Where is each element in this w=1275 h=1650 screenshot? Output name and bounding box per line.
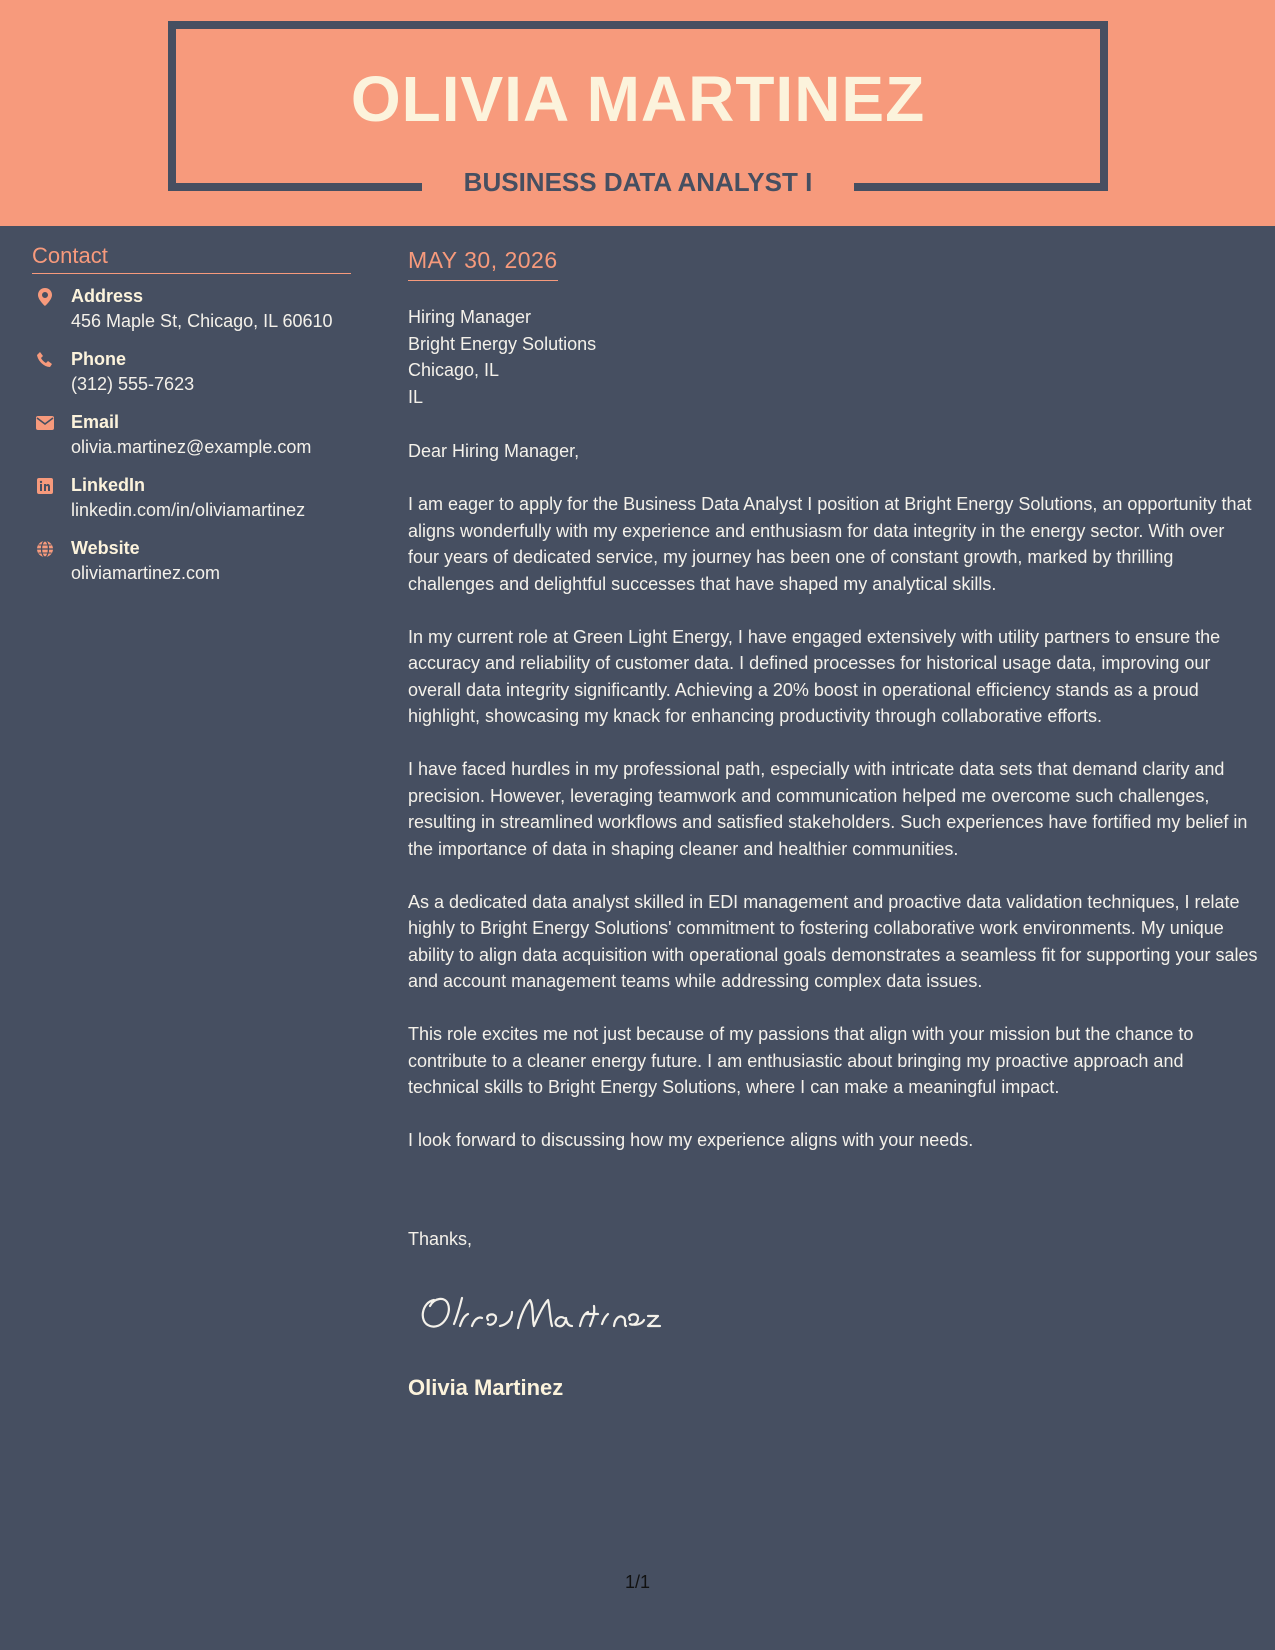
globe-icon bbox=[36, 540, 54, 558]
contact-item-email bbox=[32, 412, 362, 475]
contact-value[interactable]: (312) 555-7623 bbox=[71, 374, 195, 394]
contact-item-website bbox=[32, 538, 362, 601]
body-paragraph: This role excites me not just because of my passions that align with your mission but the chance to contribute to a cleaner energy future. I am enthusiastic about bringing my proactive approach and technical skills to Bright Energy Solutions, where I can make a meaningful impact. bbox=[408, 1024, 1194, 1097]
letter-date: MAY 30, 2026 bbox=[408, 247, 558, 281]
body-paragraph: In my current role at Green Light Energy, I have engaged extensively with utility partners to ensure the accuracy and reliability of customer data. I defined processes for historical usage data, improving our overall data integrity significantly. Achieving a 20% boost in operational efficiency stands as a proud highlight, showcasing my knack for enhancing productivity through collaborative efforts. bbox=[408, 626, 1221, 726]
linkedin-icon bbox=[36, 477, 54, 495]
contact-list bbox=[32, 286, 362, 601]
contact-label: Website bbox=[71, 538, 140, 558]
salutation: Dear Hiring Manager, bbox=[408, 441, 580, 461]
contact-value: 456 Maple St, Chicago, IL 60610 bbox=[71, 311, 333, 331]
closing: Thanks, bbox=[408, 1229, 473, 1249]
recipient-line: Chicago, IL bbox=[408, 360, 500, 380]
body-paragraph: I look forward to discussing how my experience aligns with your needs. bbox=[408, 1130, 974, 1150]
signer-name: Olivia Martinez bbox=[408, 1375, 564, 1400]
handwritten-signature bbox=[414, 1288, 674, 1338]
recipient-line: IL bbox=[408, 386, 424, 407]
envelope-icon bbox=[36, 414, 54, 432]
header-frame-bottom-right bbox=[854, 183, 1108, 191]
header-frame-bottom-left bbox=[168, 183, 422, 191]
contact-value[interactable]: linkedin.com/in/oliviamartinez bbox=[71, 500, 306, 520]
candidate-name: OLIVIA MARTINEZ bbox=[350, 63, 926, 135]
recipient-line: Hiring Manager bbox=[408, 307, 532, 327]
contact-label: LinkedIn bbox=[71, 475, 146, 495]
body-paragraph: As a dedicated data analyst skilled in EDI management and proactive data validation techniques, I relate highly to Bright Energy Solutions' commitment to fostering collaborative work environments. My unique ability to align data acquisition with operational goals demonstrates a seamless fit for supporting your sales and account management teams while addressing complex data issues. bbox=[408, 891, 1258, 991]
contact-label: Phone bbox=[71, 349, 127, 369]
phone-icon bbox=[36, 351, 54, 369]
letter-body bbox=[408, 491, 1258, 1180]
contact-heading: Contact bbox=[32, 243, 351, 274]
contact-item-phone bbox=[32, 349, 362, 412]
contact-value[interactable]: oliviamartinez.com bbox=[71, 563, 221, 583]
contact-value[interactable]: olivia.martinez@example.com bbox=[71, 437, 312, 457]
contact-label: Address bbox=[71, 286, 144, 306]
contact-item-linkedin bbox=[32, 475, 362, 538]
page-number: 1/1 bbox=[624, 1572, 651, 1592]
body-paragraph: I am eager to apply for the Business Data Analyst I position at Bright Energy Solutions, an opportunity that aligns wonderfully with my experience and enthusiasm for data integrity in the energy sector. With over four years of dedicated service, my journey has been one of constant growth, marked by thrilling challenges and delightful successes that have shaped my analytical skills. bbox=[408, 494, 1252, 594]
body-paragraph: I have faced hurdles in my professional path, especially with intricate data sets that demand clarity and precision. However, leveraging teamwork and communication helped me overcome such challenges, resulting in streamlined workflows and satisfied stakeholders. Such experiences have fortified my belief in the importance of data in shaping cleaner and healthier communities. bbox=[408, 759, 1248, 859]
job-title: BUSINESS DATA ANALYST I bbox=[463, 167, 813, 197]
contact-label: Email bbox=[71, 412, 120, 432]
contact-item-address bbox=[32, 286, 362, 349]
location-pin-icon bbox=[36, 288, 54, 306]
recipient-line: Bright Energy Solutions bbox=[408, 333, 597, 354]
recipient-block bbox=[408, 304, 1248, 410]
